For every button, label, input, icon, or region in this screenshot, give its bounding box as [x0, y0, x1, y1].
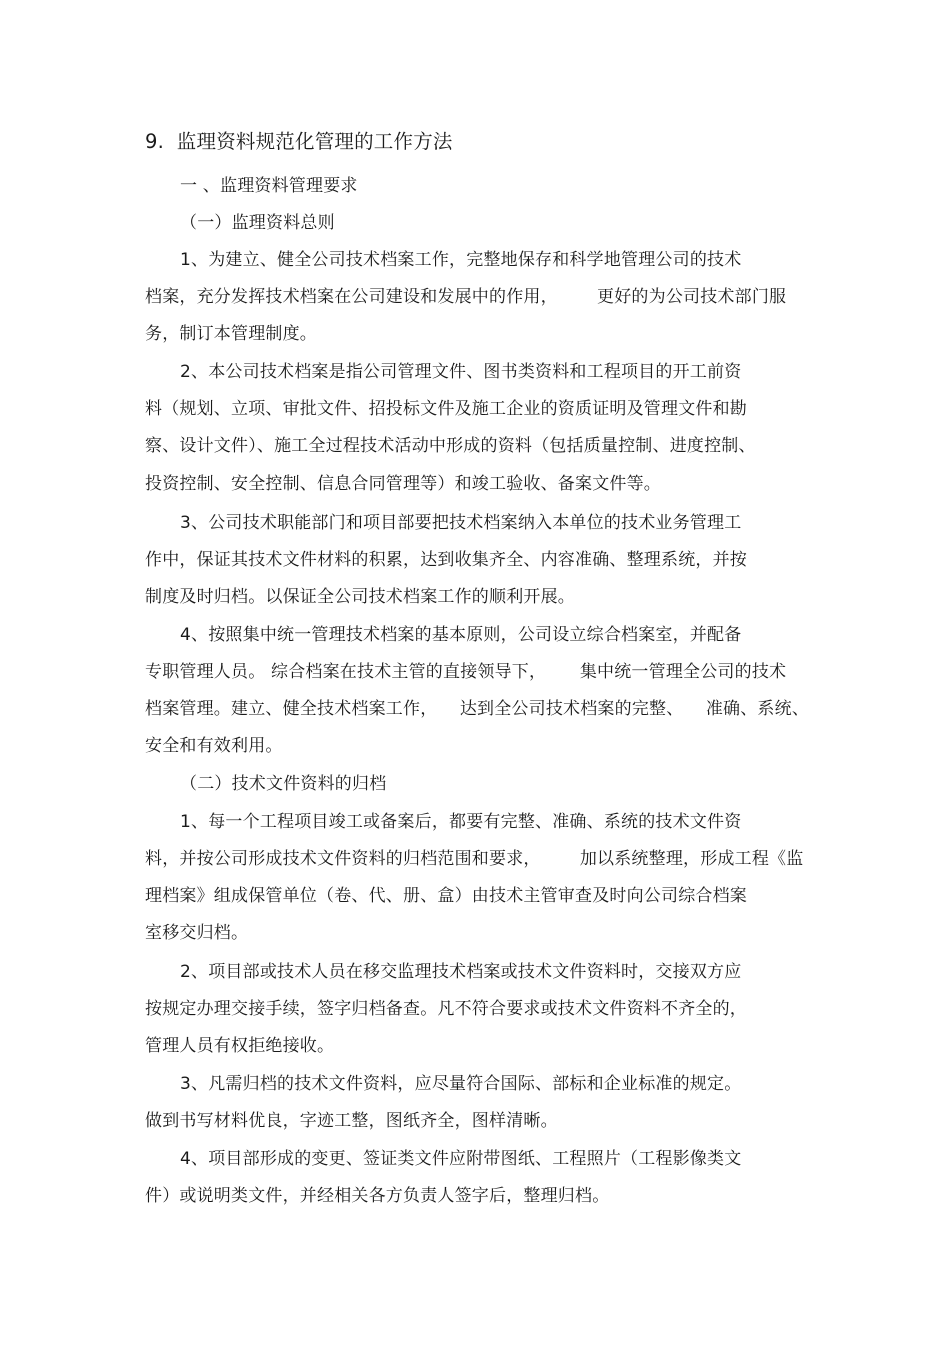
paragraph-line: 专职管理人员。 综合档案在技术主管的直接领导下， 集中统一管理全公司的技术 [145, 662, 787, 682]
paragraph-line: 档案管理。建立、健全技术档案工作， 达到全公司技术档案的完整、 准确、系统、 [145, 699, 810, 719]
document-title: 9. 监理资料规范化管理的工作方法 [145, 130, 453, 153]
paragraph-line: 作中，保证其技术文件材料的积累，达到收集齐全、内容准确、整理系统，并按 [145, 550, 747, 570]
paragraph-line: 制度及时归档。以保证全公司技术档案工作的顺利开展。 [145, 587, 575, 607]
paragraph-line: 投资控制、安全控制、信息合同管理等）和竣工验收、备案文件等。 [145, 474, 661, 494]
paragraph-line: 1、每一个工程项目竣工或备案后，都要有完整、准确、系统的技术文件资 [180, 812, 742, 832]
paragraph-line: 3、公司技术职能部门和项目部要把技术档案纳入本单位的技术业务管理工 [180, 513, 742, 533]
paragraph-line: 察、设计文件）、施工全过程技术活动中形成的资料（包括质量控制、进度控制、 [145, 436, 756, 456]
paragraph-line: 室移交归档。 [145, 923, 249, 943]
paragraph-line: 料（规划、立项、审批文件、招投标文件及施工企业的资质证明及管理文件和勘 [145, 399, 747, 419]
paragraph-line: 做到书写材料优良，字迹工整，图纸齐全，图样清晰。 [145, 1111, 558, 1131]
paragraph-line: 理档案》组成保管单位（卷、代、册、盒）由技术主管审查及时向公司综合档案 [145, 886, 747, 906]
paragraph-line: 4、项目部形成的变更、签证类文件应附带图纸、工程照片（工程影像类文 [180, 1149, 742, 1169]
paragraph-line: 4、按照集中统一管理技术档案的基本原则，公司设立综合档案室，并配备 [180, 625, 742, 645]
paragraph-line: 2、本公司技术档案是指公司管理文件、图书类资料和工程项目的开工前资 [180, 362, 742, 382]
subsection-heading: （一）监理资料总则 [180, 213, 335, 233]
subsection-heading: （二）技术文件资料的归档 [180, 774, 387, 794]
paragraph-line: 料，并按公司形成技术文件资料的归档范围和要求， 加以系统整理，形成工程《监 [145, 849, 804, 869]
paragraph-line: 1、为建立、健全公司技术档案工作，完整地保存和科学地管理公司的技术 [180, 250, 742, 270]
paragraph-line: 2、项目部或技术人员在移交监理技术档案或技术文件资料时，交接双方应 [180, 962, 742, 982]
paragraph-line: 按规定办理交接手续，签字归档备查。凡不符合要求或技术文件资料不齐全的， [145, 999, 747, 1019]
section-heading: 一 、监理资料管理要求 [180, 176, 358, 196]
paragraph-line: 件）或说明类文件，并经相关各方负责人签字后，整理归档。 [145, 1186, 610, 1206]
paragraph-line: 3、凡需归档的技术文件资料，应尽量符合国际、部标和企业标准的规定。 [180, 1074, 742, 1094]
paragraph-line: 管理人员有权拒绝接收。 [145, 1036, 335, 1056]
paragraph-line: 安全和有效利用。 [145, 736, 283, 756]
paragraph-line: 务，制订本管理制度。 [145, 324, 317, 344]
paragraph-line: 档案，充分发挥技术档案在公司建设和发展中的作用， 更好的为公司技术部门服 [145, 287, 787, 307]
